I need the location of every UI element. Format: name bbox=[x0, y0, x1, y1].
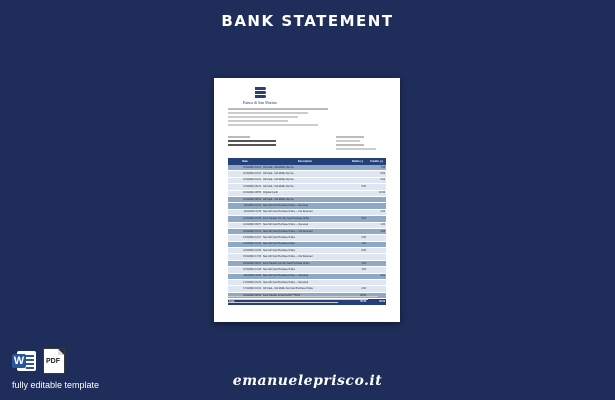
cell-debit: 4.00 bbox=[348, 260, 367, 266]
cell-credit: 18.00 bbox=[367, 190, 386, 196]
column-header-debits: Debits (-) bbox=[348, 158, 367, 165]
page-title: BANK STATEMENT bbox=[221, 12, 394, 30]
cell-credit: 9.00 bbox=[367, 273, 386, 279]
cell-credit: 2.00 bbox=[367, 209, 386, 215]
statement-document bbox=[214, 78, 400, 322]
cell-debit: 2.00 bbox=[348, 235, 367, 241]
cell-description: New Gift Card Purchase Online — Not Received bbox=[262, 228, 348, 234]
column-header-description: Description bbox=[262, 158, 348, 165]
cell-date: 13/11/2021 15:12 bbox=[228, 228, 262, 234]
cell-date: 12/11/2021 09:37 bbox=[228, 222, 262, 228]
cell-description: Gift Card—VIA Mobile Net Ca. bbox=[262, 177, 348, 183]
cell-date: 15/11/2021 17:33 bbox=[228, 254, 262, 260]
cell-description: New Gift Card Purchase Online — Received bbox=[262, 222, 348, 228]
cell-description: New Gift Card Purchase Online bbox=[262, 248, 348, 254]
cell-date: 11/11/2021 16:01 bbox=[228, 203, 262, 209]
cell-date: 10/11/2021 15:21 bbox=[228, 171, 262, 177]
column-header-date: Date bbox=[228, 158, 262, 165]
statement-footnote bbox=[228, 296, 386, 303]
cell-description: New Gift Card Purchase Online — Not Received bbox=[262, 254, 348, 260]
customer-info-block bbox=[228, 108, 328, 126]
transactions-body bbox=[228, 165, 386, 299]
word-icon-letter: W bbox=[13, 355, 25, 367]
statement-info-block bbox=[336, 136, 376, 150]
cell-description: New Gift Card Purchase Online bbox=[262, 241, 348, 247]
cell-debit: 8.00 bbox=[348, 248, 367, 254]
cell-credit: 8.00 bbox=[367, 171, 386, 177]
cell-description: Fund Transfer from My Card Purchase Online bbox=[262, 260, 348, 266]
cell-date: 17/11/2021 16:16 bbox=[228, 280, 262, 286]
pdf-icon-label: PDF bbox=[46, 358, 60, 365]
cell-description: New Gift Card Purchase Online — Received bbox=[262, 280, 348, 286]
cell-credit: 5.00 bbox=[367, 177, 386, 183]
cell-date: 13/11/2021 14:27 bbox=[228, 235, 262, 241]
cell-date: 10/11/2021 08:55 bbox=[228, 190, 262, 196]
transactions-table bbox=[228, 158, 386, 306]
cell-description: Original Credit bbox=[262, 190, 348, 196]
cell-date: 10/11/2021 10:21 bbox=[228, 177, 262, 183]
cell-debit: 6.00 bbox=[348, 216, 367, 222]
cell-debit: 3.00 bbox=[348, 267, 367, 273]
cell-description: Gift Card—VIA Mobile Net Ca. bbox=[262, 184, 348, 190]
word-icon bbox=[12, 351, 36, 371]
cell-description: New Gift Card Purchase Online — Not Received bbox=[262, 209, 348, 215]
cell-date: 10/11/2021 15:21 bbox=[228, 165, 262, 171]
cell-description: Gift Card—VIA Mobile Net Card Purchase Online bbox=[262, 286, 348, 292]
cell-date: 10/11/2021 09:12 bbox=[228, 184, 262, 190]
column-header-credits: Credits (+) bbox=[367, 158, 386, 165]
cell-date: 16/11/2021 11:05 bbox=[228, 273, 262, 279]
cell-debit: 2.00 bbox=[348, 286, 367, 292]
cell-description: New Gift Card Purchase Online — Received bbox=[262, 273, 348, 279]
cell-date: 15/11/2021 09:21 bbox=[228, 260, 262, 266]
cell-date: 11/11/2021 11:45 bbox=[228, 209, 262, 215]
cell-credit: 3.00 bbox=[367, 228, 386, 234]
website-link[interactable]: emanueleprisco.it bbox=[232, 373, 383, 389]
cell-debit: 5.00 bbox=[348, 184, 367, 190]
cell-date: 14/11/2021 12:06 bbox=[228, 241, 262, 247]
cell-date: 10/11/2021 08:40 bbox=[228, 196, 262, 202]
cell-date: 14/11/2021 10:50 bbox=[228, 248, 262, 254]
bank-logo-icon bbox=[255, 87, 266, 98]
cell-description: New Gift Card Purchase Online bbox=[262, 235, 348, 241]
bank-name: Banca di San Marino bbox=[243, 100, 277, 105]
cell-credit: 7.00 bbox=[367, 165, 386, 171]
cell-date: 17/11/2021 10:42 bbox=[228, 286, 262, 292]
cell-description: Gift Card—VIA Mobile Net Ca. bbox=[262, 171, 348, 177]
cell-description: New Gift Card Purchase Online — Received bbox=[262, 203, 348, 209]
cell-description: Gift Card—VIA Mobile Net Ca. bbox=[262, 165, 348, 171]
cell-description: New Gift Card Purchase Online bbox=[262, 267, 348, 273]
file-format-icons bbox=[12, 348, 68, 372]
account-holder-block bbox=[228, 136, 276, 146]
total-credit: 63.00 bbox=[367, 299, 386, 305]
bank-logo bbox=[231, 87, 289, 105]
cell-credit: 4.00 bbox=[367, 222, 386, 228]
cell-description: Fund Transfer from My Card Purchase Online bbox=[262, 216, 348, 222]
table-header-row bbox=[228, 158, 386, 165]
total-debit: 55.00 bbox=[348, 299, 367, 305]
cell-debit: 1.00 bbox=[348, 241, 367, 247]
pdf-icon bbox=[43, 348, 65, 373]
cell-date: 12/11/2021 10:09 bbox=[228, 216, 262, 222]
cell-date: 16/11/2021 13:48 bbox=[228, 267, 262, 273]
cell-description: Gift Card—VIA Mobile Net Ca. bbox=[262, 196, 348, 202]
template-caption: fully editable template bbox=[12, 380, 100, 390]
